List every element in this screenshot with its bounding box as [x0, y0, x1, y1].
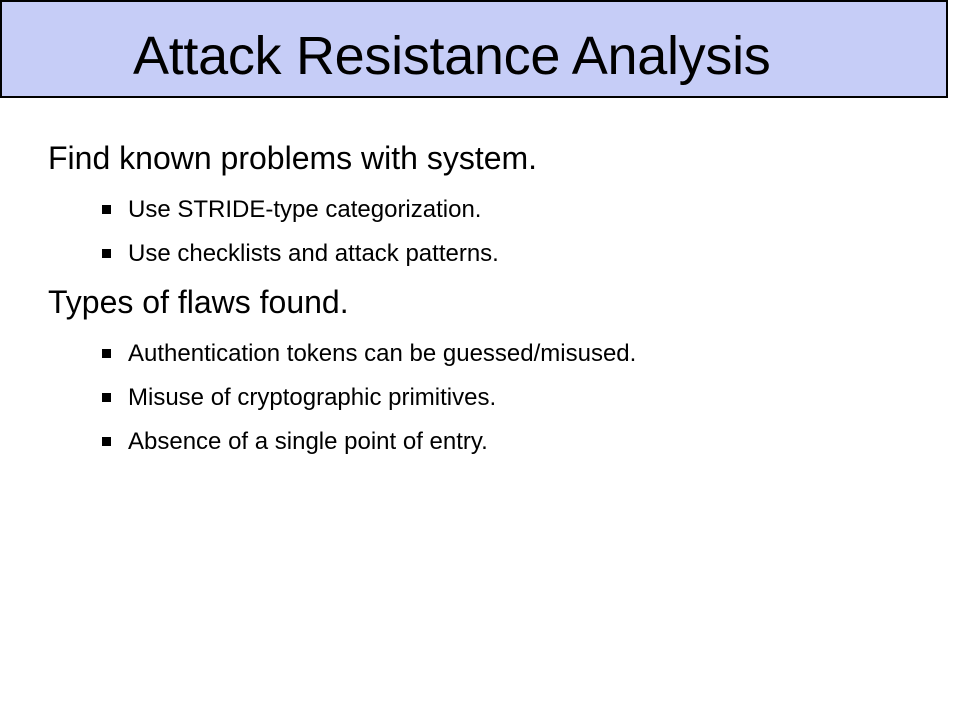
sub-bullet-item	[48, 428, 948, 456]
sub-bullet-item	[48, 196, 948, 224]
square-bullet-icon	[102, 437, 111, 446]
bullet-find-known-problems: Find known problems with system.	[48, 140, 538, 176]
sub-bullet-text: Use STRIDE-type categorization.	[128, 196, 482, 223]
slide-title: Attack Resistance Analysis	[133, 26, 771, 86]
sub-bullet-text: Authentication tokens can be guessed/misused.	[128, 340, 637, 367]
square-bullet-icon	[102, 249, 111, 258]
square-bullet-icon	[102, 349, 111, 358]
square-bullet-icon	[102, 205, 111, 214]
slide-title-bar	[0, 0, 948, 98]
sub-bullet-text: Use checklists and attack patterns.	[128, 240, 499, 267]
sub-bullet-list	[48, 196, 948, 268]
slide-body	[48, 136, 948, 456]
bullet-types-of-flaws: Types of flaws found.	[48, 284, 349, 320]
square-bullet-icon	[102, 393, 111, 402]
sub-bullet-list	[48, 340, 948, 456]
sub-bullet-text: Misuse of cryptographic primitives.	[128, 384, 497, 411]
sub-bullet-item	[48, 240, 948, 268]
sub-bullet-item	[48, 340, 948, 368]
sub-bullet-text: Absence of a single point of entry.	[128, 428, 488, 455]
sub-bullet-item	[48, 384, 948, 412]
